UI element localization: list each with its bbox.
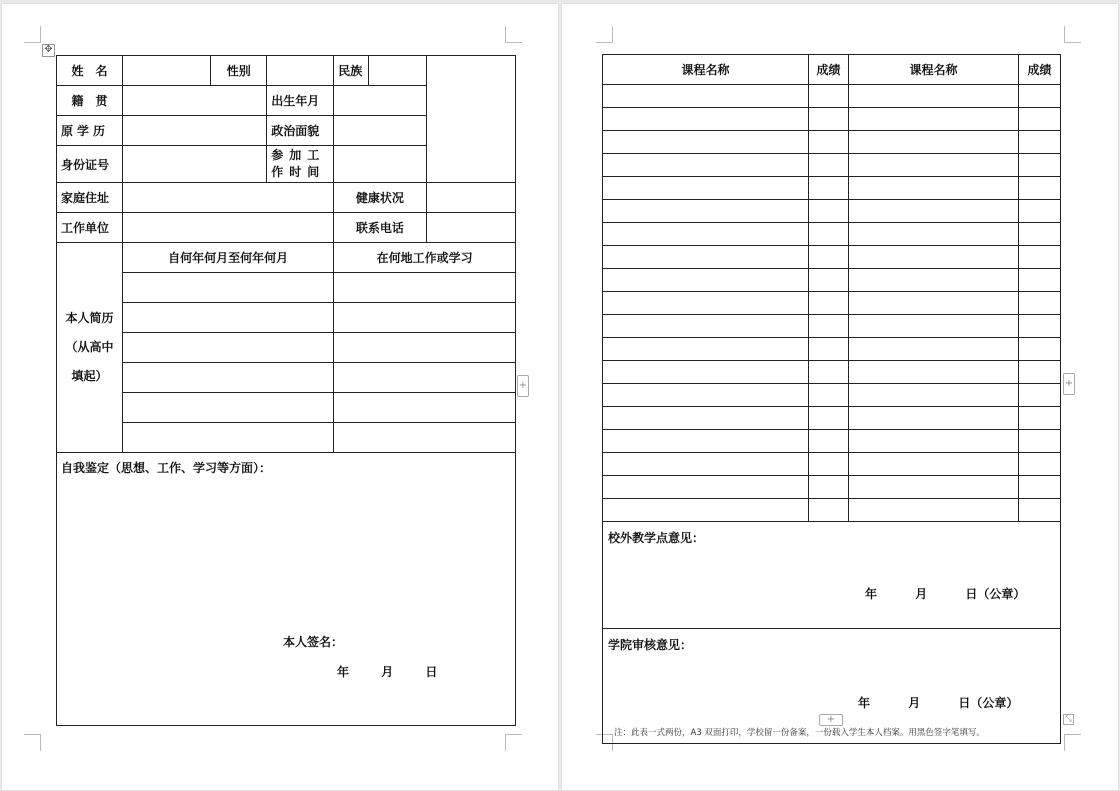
course-name-cell[interactable] [603, 131, 809, 154]
name-field[interactable] [123, 56, 211, 86]
employer-label: 工作单位 [57, 213, 123, 243]
resume-place-cell[interactable] [334, 363, 516, 393]
education-field[interactable] [123, 116, 267, 146]
native-place-field[interactable] [123, 86, 267, 116]
course-name-cell[interactable] [603, 338, 809, 361]
course-name-cell[interactable] [603, 453, 809, 476]
grade-row [603, 131, 1061, 154]
grade-row [603, 246, 1061, 269]
course-name-cell[interactable] [603, 499, 809, 522]
employer-field[interactable] [123, 213, 334, 243]
date-day-seal: 日（公章） [965, 587, 1026, 601]
grade-cell[interactable] [809, 131, 849, 154]
political-label: 政治面貌 [267, 116, 334, 146]
resume-period-cell[interactable] [123, 303, 334, 333]
grade-cell[interactable] [809, 108, 849, 131]
course-name-cell[interactable] [603, 315, 809, 338]
grade-row [603, 292, 1061, 315]
grade-row [603, 223, 1061, 246]
grade-cell[interactable] [809, 338, 849, 361]
resume-period-cell[interactable] [123, 423, 334, 453]
resume-period-cell[interactable] [123, 393, 334, 423]
crop-mark [24, 734, 41, 751]
work-start-label [267, 146, 334, 183]
crop-mark [596, 26, 613, 43]
course-name-cell[interactable] [603, 177, 809, 200]
course-name-cell[interactable] [849, 453, 1019, 476]
course-grades-table [602, 54, 1061, 744]
grade-cell[interactable] [1019, 200, 1061, 223]
course-name-cell[interactable] [849, 269, 1019, 292]
crop-mark [1064, 734, 1081, 751]
grade-header: 成绩 [809, 55, 849, 85]
resume-place-cell[interactable] [334, 333, 516, 363]
date-day: 日 [425, 665, 438, 679]
course-name-cell[interactable] [849, 384, 1019, 407]
grade-row [603, 453, 1061, 476]
work-start-line-2: 作时间 [271, 165, 326, 179]
grade-cell[interactable] [809, 476, 849, 499]
course-name-cell[interactable] [849, 430, 1019, 453]
date-day-seal: 日（公章） [958, 696, 1019, 710]
gender-label: 性别 [211, 56, 267, 86]
offsite-opinion-label: 校外教学点意见： [608, 531, 705, 545]
course-name-cell[interactable] [849, 223, 1019, 246]
grade-cell[interactable] [809, 223, 849, 246]
course-name-cell[interactable] [849, 292, 1019, 315]
offsite-opinion-cell[interactable] [603, 522, 1061, 629]
offsite-opinion-date [865, 585, 1025, 602]
course-name-cell[interactable] [603, 154, 809, 177]
grade-cell[interactable] [809, 453, 849, 476]
id-field[interactable] [123, 146, 267, 183]
grade-row [603, 476, 1061, 499]
course-name-header: 课程名称 [603, 55, 809, 85]
grade-cell[interactable] [1019, 338, 1061, 361]
work-start-line-1: 参加工 [271, 148, 326, 162]
grade-cell[interactable] [809, 177, 849, 200]
date-year: 年 [337, 665, 350, 679]
date-year: 年 [865, 587, 878, 601]
course-name-cell[interactable] [603, 430, 809, 453]
course-name-cell[interactable] [603, 269, 809, 292]
grade-cell[interactable] [1019, 85, 1061, 108]
course-name-cell[interactable] [849, 361, 1019, 384]
grade-cell[interactable] [809, 200, 849, 223]
crop-mark [505, 734, 522, 751]
resume-period-cell[interactable] [123, 333, 334, 363]
resume-period-header: 自何年何月至何年何月 [123, 243, 334, 273]
date-month: 月 [915, 587, 928, 601]
date-month: 月 [908, 696, 921, 710]
address-label: 家庭住址 [57, 183, 123, 213]
photo-box[interactable] [426, 56, 515, 183]
grade-cell[interactable] [1019, 269, 1061, 292]
course-name-cell[interactable] [849, 154, 1019, 177]
grade-cell[interactable] [809, 292, 849, 315]
grade-cell[interactable] [1019, 292, 1061, 315]
college-opinion-label: 学院审核意见： [608, 638, 693, 652]
grade-cell[interactable] [809, 499, 849, 522]
course-name-cell[interactable] [603, 246, 809, 269]
self-evaluation-label: 自我鉴定（思想、工作、学习等方面）： [61, 461, 272, 475]
crop-mark [24, 26, 41, 43]
grade-cell[interactable] [1019, 476, 1061, 499]
grade-cell[interactable] [1019, 108, 1061, 131]
course-name-cell[interactable] [849, 108, 1019, 131]
self-evaluation-cell[interactable] [57, 453, 516, 726]
birth-field[interactable] [334, 86, 426, 116]
grade-cell[interactable] [809, 269, 849, 292]
education-label: 原学历 [57, 116, 123, 146]
grade-cell[interactable] [1019, 223, 1061, 246]
crop-mark [505, 26, 522, 43]
course-name-cell[interactable] [603, 361, 809, 384]
course-name-cell[interactable] [849, 177, 1019, 200]
resume-period-cell[interactable] [123, 273, 334, 303]
add-column-handle-icon[interactable]: + [517, 375, 529, 397]
footnote: 注：此表一式两份，A3 双面打印，学校留一份备案，一份载入学生本人档案。用黑色签字笔填写。 [614, 728, 985, 738]
add-column-handle-icon[interactable]: + [1063, 373, 1075, 395]
course-name-cell[interactable] [849, 200, 1019, 223]
course-name-cell[interactable] [849, 476, 1019, 499]
course-name-cell[interactable] [849, 499, 1019, 522]
grade-cell[interactable] [1019, 246, 1061, 269]
grade-cell[interactable] [1019, 131, 1061, 154]
grade-cell[interactable] [1019, 407, 1061, 430]
table-resize-handle-icon[interactable]: ⤡ [1063, 714, 1074, 725]
resume-line-2: （从高中 [65, 340, 114, 354]
phone-label: 联系电话 [334, 213, 426, 243]
page-right [562, 4, 1118, 790]
grade-row [603, 154, 1061, 177]
grade-cell[interactable] [809, 407, 849, 430]
grade-row [603, 315, 1061, 338]
resume-place-cell[interactable] [334, 423, 516, 453]
ethnicity-field[interactable] [368, 56, 426, 86]
college-opinion-date [858, 694, 1018, 711]
grade-cell[interactable] [809, 154, 849, 177]
id-label: 身份证号 [57, 146, 123, 183]
health-label: 健康状况 [334, 183, 426, 213]
page-left [2, 4, 558, 790]
table-move-handle-icon[interactable]: ✥ [42, 44, 55, 57]
grade-row [603, 85, 1061, 108]
course-name-cell[interactable] [849, 246, 1019, 269]
grade-cell[interactable] [809, 361, 849, 384]
ethnicity-label: 民族 [334, 56, 369, 86]
grade-row [603, 430, 1061, 453]
grade-row [603, 361, 1061, 384]
birth-label: 出生年月 [267, 86, 334, 116]
course-name-cell[interactable] [603, 476, 809, 499]
resume-place-cell[interactable] [334, 273, 516, 303]
grade-row [603, 177, 1061, 200]
grade-cell[interactable] [809, 246, 849, 269]
resume-period-cell[interactable] [123, 363, 334, 393]
grade-cell[interactable] [1019, 315, 1061, 338]
add-row-handle-icon[interactable]: + [819, 714, 843, 726]
resume-place-cell[interactable] [334, 393, 516, 423]
course-name-cell[interactable] [603, 292, 809, 315]
course-name-cell[interactable] [849, 131, 1019, 154]
resume-line-3: 填起） [71, 369, 108, 383]
course-name-cell[interactable] [849, 407, 1019, 430]
course-name-cell[interactable] [603, 223, 809, 246]
grade-cell[interactable] [1019, 453, 1061, 476]
phone-field[interactable] [426, 213, 515, 243]
personal-info-table [56, 55, 516, 726]
grade-cell[interactable] [809, 315, 849, 338]
native-place-label: 籍 贯 [57, 86, 123, 116]
resume-label [57, 243, 123, 453]
work-start-field[interactable] [334, 146, 426, 183]
grade-row [603, 384, 1061, 407]
grade-cell[interactable] [1019, 384, 1061, 407]
grade-row [603, 269, 1061, 292]
course-name-cell[interactable] [603, 108, 809, 131]
signature-label: 本人签名： [283, 635, 344, 649]
date-month: 月 [381, 665, 394, 679]
crop-mark [1064, 26, 1081, 43]
name-label: 姓 名 [57, 56, 123, 86]
political-field[interactable] [334, 116, 426, 146]
gender-field[interactable] [267, 56, 334, 86]
address-field[interactable] [123, 183, 334, 213]
grade-header: 成绩 [1019, 55, 1061, 85]
resume-line-1: 本人简历 [65, 311, 114, 325]
resume-place-cell[interactable] [334, 303, 516, 333]
grade-cell[interactable] [1019, 430, 1061, 453]
health-field[interactable] [426, 183, 515, 213]
date-year: 年 [858, 696, 871, 710]
course-name-cell[interactable] [849, 315, 1019, 338]
grade-cell[interactable] [1019, 177, 1061, 200]
grade-cell[interactable] [1019, 361, 1061, 384]
course-name-cell[interactable] [603, 85, 809, 108]
course-name-cell[interactable] [603, 407, 809, 430]
grade-row [603, 200, 1061, 223]
grade-rows [603, 85, 1061, 522]
grade-row [603, 108, 1061, 131]
grade-cell[interactable] [809, 430, 849, 453]
grade-row [603, 499, 1061, 522]
grade-cell[interactable] [809, 384, 849, 407]
grade-row [603, 338, 1061, 361]
self-eval-date [337, 663, 437, 680]
grade-row [603, 407, 1061, 430]
resume-place-header: 在何地工作或学习 [334, 243, 516, 273]
course-name-header: 课程名称 [849, 55, 1019, 85]
grade-cell[interactable] [1019, 154, 1061, 177]
grade-cell[interactable] [1019, 499, 1061, 522]
course-name-cell[interactable] [603, 384, 809, 407]
course-name-cell[interactable] [849, 85, 1019, 108]
grade-cell[interactable] [809, 85, 849, 108]
course-name-cell[interactable] [603, 200, 809, 223]
course-name-cell[interactable] [849, 338, 1019, 361]
